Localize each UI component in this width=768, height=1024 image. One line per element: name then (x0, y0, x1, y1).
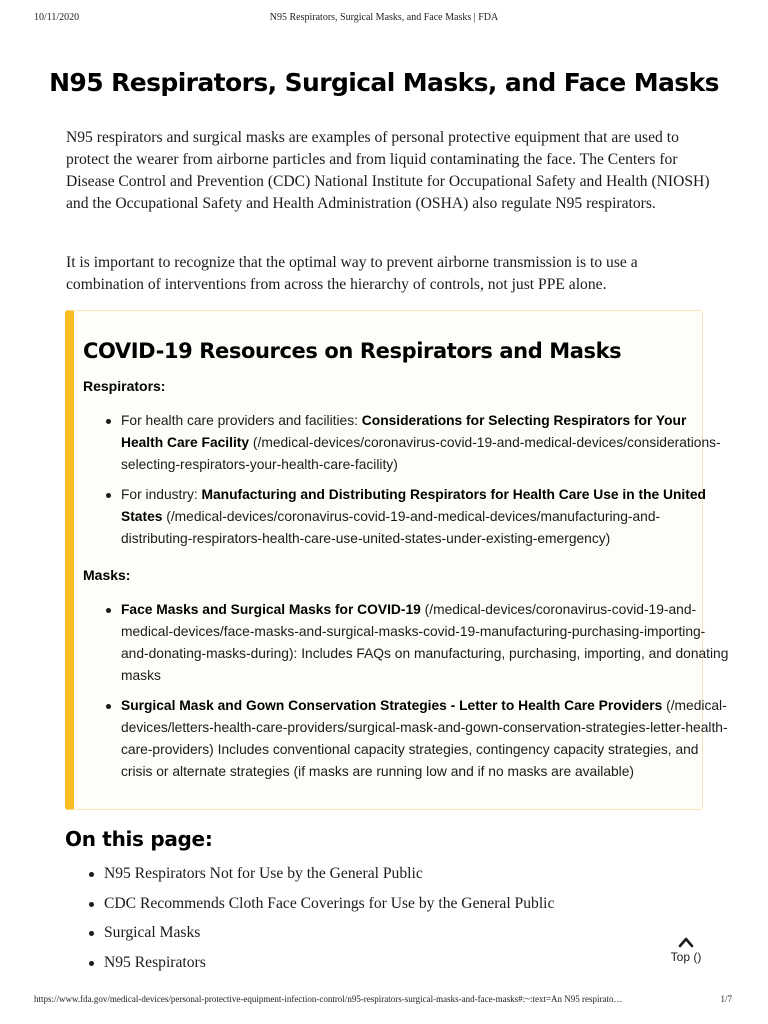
masks-list (74, 599, 731, 791)
link-manufacturing-respirators[interactable]: Manufacturing and Distributing Respirators for Health Care Use in the United States (121, 487, 706, 524)
item-url: (/medical-devices/coronavirus-covid-19-and-medical-devices/face-masks-and-surgical-masks-covid-19-manufacturing-purchasing-importing-and-donating-masks-during): Includes FAQs on manufacturing, purchasing, importing, and donating masks (121, 602, 729, 683)
link-conservation-strategies[interactable]: Surgical Mask and Gown Conservation Strategies - Letter to Health Care Providers (121, 698, 663, 713)
list-item (121, 410, 731, 476)
masks-heading: Masks: (83, 567, 131, 583)
list-item (121, 599, 731, 687)
back-to-top-label: Top () (670, 950, 702, 964)
page-title: N95 Respirators, Surgical Masks, and Face Masks (49, 68, 719, 97)
list-item (121, 695, 731, 783)
link-face-masks-covid[interactable]: Face Masks and Surgical Masks for COVID-19 (121, 602, 421, 617)
respirators-list (74, 410, 731, 558)
print-header (0, 12, 768, 26)
print-url: https://www.fda.gov/medical-devices/personal-protective-equipment-infection-control/n95-respirators-surgical-masks-and-face-masks#:~:text=An N95 respirato… (34, 994, 623, 1004)
chevron-up-icon (678, 936, 694, 948)
back-to-top-button[interactable] (658, 936, 714, 964)
item-url: (/medical-devices/coronavirus-covid-19-and-medical-devices/manufacturing-and-distributing-respirators-health-care-use-united-states-under-existing-emergency) (121, 509, 661, 546)
toc-item-cloth-face-coverings[interactable]: CDC Recommends Cloth Face Coverings for Use by the General Public (104, 893, 554, 915)
page-number: 1/7 (720, 994, 732, 1004)
toc-item-not-for-public[interactable]: N95 Respirators Not for Use by the General Public (104, 863, 554, 885)
on-this-page-title: On this page: (65, 827, 213, 851)
intro-paragraph-2: It is important to recognize that the optimal way to prevent airborne transmission is to use a combination of interventions from across the hierarchy of controls, not just PPE alone. (66, 254, 638, 293)
print-page-title: N95 Respirators, Surgical Masks, and Face Masks | FDA (269, 12, 499, 23)
item-url: (/medical-devices/coronavirus-covid-19-and-medical-devices/considerations-selecting-respirators-your-health-care-facility) (121, 435, 721, 472)
respirators-heading: Respirators: (83, 378, 166, 394)
toc-item-n95-respirators[interactable]: N95 Respirators (104, 952, 554, 974)
item-prefix: For health care providers and facilities: (121, 413, 362, 428)
covid-resources-callout (65, 310, 729, 810)
on-this-page-list (104, 863, 554, 981)
item-url: (/medical-devices/letters-health-care-providers/surgical-mask-and-gown-conservation-strategies-letter-health-care-providers) Includes conventional capacity strategies, contingency capacity strategies, and crisis or alternate strategies (if masks are running low and if no masks are available) (121, 698, 728, 779)
print-footer (0, 994, 768, 1008)
intro-paragraph-1: N95 respirators and surgical masks are examples of personal protective equipment that are used to protect the wearer from airborne particles and from liquid contaminating the face. The Centers for Disease Control and Prevention (CDC) National Institute for Occupational Safety and Health (NIOSH) and the Occupational Safety and Health Administration (OSHA) also regulate N95 respirators. (66, 129, 710, 212)
toc-item-surgical-masks[interactable]: Surgical Masks (104, 922, 554, 944)
list-item (121, 484, 731, 550)
link-selecting-respirators[interactable]: Considerations for Selecting Respirators for Your Health Care Facility (121, 413, 687, 450)
callout-title: COVID-19 Resources on Respirators and Masks (83, 339, 622, 363)
item-prefix: For industry: (121, 487, 202, 502)
print-date: 10/11/2020 (34, 12, 80, 23)
